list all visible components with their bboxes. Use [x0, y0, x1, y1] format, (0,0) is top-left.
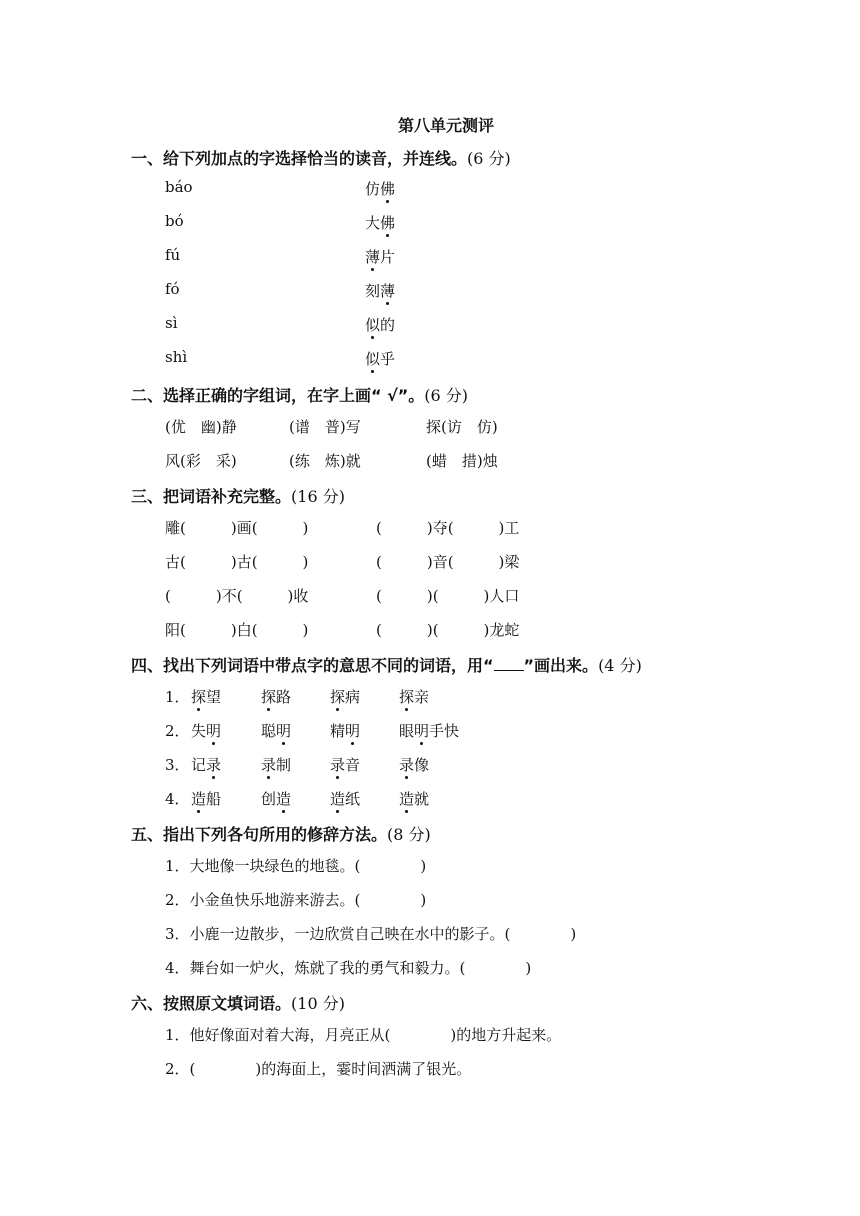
s3-r3-c2: ( )( )人口 [376, 587, 520, 605]
dotted-char: 探 [330, 688, 346, 706]
row-number: 4． [165, 790, 190, 808]
word [261, 688, 291, 706]
s2-r1-c1: (优 幽)静 [165, 418, 237, 436]
word [261, 790, 291, 808]
section-4-heading [131, 653, 642, 676]
word-item [330, 686, 360, 707]
word-part: 就 [414, 790, 430, 808]
word-item [191, 720, 221, 741]
word-part: 仿 [365, 180, 381, 198]
dotted-char: 明 [206, 722, 222, 740]
word-item [191, 686, 221, 707]
word-item [399, 788, 429, 809]
dotted-char: 薄 [365, 248, 381, 266]
section-5-heading-text: 五、指出下列各句所用的修辞方法。 [131, 825, 388, 844]
match-word [365, 282, 395, 300]
word [330, 722, 360, 740]
word [330, 790, 360, 808]
dotted-char: 似 [365, 316, 381, 334]
word [399, 790, 429, 808]
word-item [261, 686, 291, 707]
word-part: 创 [261, 790, 277, 808]
match-word [365, 180, 395, 198]
section-3-heading [131, 484, 345, 507]
word-item [399, 686, 429, 707]
pinyin-item: sì [165, 314, 178, 332]
page-title: 第八单元测评 [398, 116, 495, 135]
match-word-item [365, 280, 395, 301]
s5-item-3: 3．小鹿一边散步，一边欣赏自己映在水中的影子。( ) [165, 925, 577, 943]
section-5-points: (8 分) [387, 825, 431, 844]
word [191, 790, 221, 808]
word-part: 刻 [365, 282, 381, 300]
dotted-char: 造 [191, 790, 207, 808]
match-word [365, 248, 395, 266]
word-part: 聪 [261, 722, 277, 740]
word-item [261, 788, 291, 809]
s2-r2-c3: (蜡 措)烛 [426, 452, 498, 470]
dotted-char: 明 [276, 722, 292, 740]
word [191, 722, 221, 740]
word-part: 制 [276, 756, 292, 774]
section-5-heading [131, 822, 431, 845]
word-part: 路 [276, 688, 292, 706]
word-item [191, 754, 221, 775]
section-1-points: (6 分) [467, 149, 511, 168]
word-part: 的 [380, 316, 396, 334]
s5-item-4: 4．舞台如一炉火，炼就了我的勇气和毅力。( ) [165, 959, 532, 977]
s6-item-2: 2．( )的海面上，霎时间洒满了银光。 [165, 1060, 472, 1078]
word-part: 亲 [414, 688, 430, 706]
s2-r2-c2: (练 炼)就 [289, 452, 361, 470]
word-part: 大 [365, 214, 381, 232]
dotted-char: 录 [206, 756, 222, 774]
s2-r2-c1: 风(彩 采) [165, 452, 237, 470]
dotted-char: 薄 [380, 282, 396, 300]
word-item [261, 720, 291, 741]
match-word [365, 316, 395, 334]
word [330, 756, 360, 774]
section-2-heading [131, 383, 468, 406]
match-word-item [365, 212, 395, 233]
word [261, 756, 291, 774]
word-part: 片 [380, 248, 396, 266]
word [191, 688, 221, 706]
word-part: 船 [206, 790, 222, 808]
pinyin-item: fó [165, 280, 180, 298]
section-1-heading [131, 146, 511, 169]
dotted-char: 佛 [380, 180, 396, 198]
word [399, 722, 459, 740]
s3-r3-c1: ( )不( )收 [165, 587, 309, 605]
word [330, 688, 360, 706]
dotted-char: 造 [276, 790, 292, 808]
dotted-char: 录 [330, 756, 346, 774]
dotted-char: 佛 [380, 214, 396, 232]
dotted-char: 探 [261, 688, 277, 706]
s5-item-2: 2．小金鱼快乐地游来游去。( ) [165, 891, 427, 909]
word-part: 乎 [380, 350, 396, 368]
s3-r4-c1: 阳( )白( ) [165, 621, 309, 639]
match-word-item [365, 246, 395, 267]
match-word [365, 350, 395, 368]
word-item [399, 720, 459, 741]
pinyin-item: fú [165, 246, 181, 264]
section-2-heading-text: 二、选择正确的字组词，在字上画“ √”。 [131, 386, 425, 405]
dotted-char: 造 [399, 790, 415, 808]
match-word-item [365, 348, 395, 369]
word-item [261, 754, 291, 775]
word-part: 精 [330, 722, 346, 740]
pinyin-item: bó [165, 212, 184, 230]
word-item [330, 788, 360, 809]
word-part: 音 [345, 756, 361, 774]
row-number: 3． [165, 756, 190, 774]
word-part: 望 [206, 688, 222, 706]
word-part: 眼 [399, 722, 415, 740]
dotted-char: 造 [330, 790, 346, 808]
word-part: 手快 [429, 722, 460, 740]
dotted-char: 录 [399, 756, 415, 774]
word [399, 688, 429, 706]
row-number: 2． [165, 722, 190, 740]
section-1-heading-text: 一、给下列加点的字选择恰当的读音，并连线。 [131, 149, 468, 168]
word-part: 失 [191, 722, 207, 740]
word [191, 756, 221, 774]
word-part: 像 [414, 756, 430, 774]
section-3-points: (16 分) [291, 487, 345, 506]
word-part: 纸 [345, 790, 361, 808]
dotted-char: 探 [191, 688, 207, 706]
word-item [399, 754, 429, 775]
match-word-item [365, 314, 395, 335]
match-word [365, 214, 395, 232]
pinyin-item: báo [165, 178, 193, 196]
section-4-heading-text-b: ”画出来。 [523, 656, 599, 675]
section-6-points: (10 分) [291, 994, 345, 1013]
word-item [330, 720, 360, 741]
dotted-char: 明 [345, 722, 361, 740]
s2-r1-c3: 探(访 仿) [426, 418, 498, 436]
s2-r1-c2: (谱 普)写 [289, 418, 361, 436]
s3-r1-c1: 雕( )画( ) [165, 519, 309, 537]
word [261, 722, 291, 740]
word-item [191, 788, 221, 809]
s3-r4-c2: ( )( )龙蛇 [376, 621, 520, 639]
section-6-heading-text: 六、按照原文填词语。 [131, 994, 292, 1013]
word-part: 记 [191, 756, 207, 774]
pinyin-item: shì [165, 348, 188, 366]
dotted-char: 明 [414, 722, 430, 740]
s3-r1-c2: ( )夺( )工 [376, 519, 520, 537]
s6-item-1: 1．他好像面对着大海，月亮正从( )的地方升起来。 [165, 1026, 562, 1044]
s3-r2-c1: 古( )古( ) [165, 553, 309, 571]
section-3-heading-text: 三、把词语补充完整。 [131, 487, 292, 506]
dotted-char: 似 [365, 350, 381, 368]
word-item [330, 754, 360, 775]
section-2-points: (6 分) [424, 386, 469, 405]
dotted-char: 录 [261, 756, 277, 774]
blank-underline [494, 658, 524, 671]
match-word-item [365, 178, 395, 199]
section-4-heading-text-a: 四、找出下列词语中带点字的意思不同的词语，用“ [131, 656, 494, 675]
section-4-points: (4 分) [598, 656, 642, 675]
section-6-heading [131, 991, 345, 1014]
dotted-char: 探 [399, 688, 415, 706]
word-part: 病 [345, 688, 361, 706]
s5-item-1: 1．大地像一块绿色的地毯。( ) [165, 857, 427, 875]
word [399, 756, 429, 774]
s3-r2-c2: ( )音( )梁 [376, 553, 520, 571]
row-number: 1． [165, 688, 190, 706]
